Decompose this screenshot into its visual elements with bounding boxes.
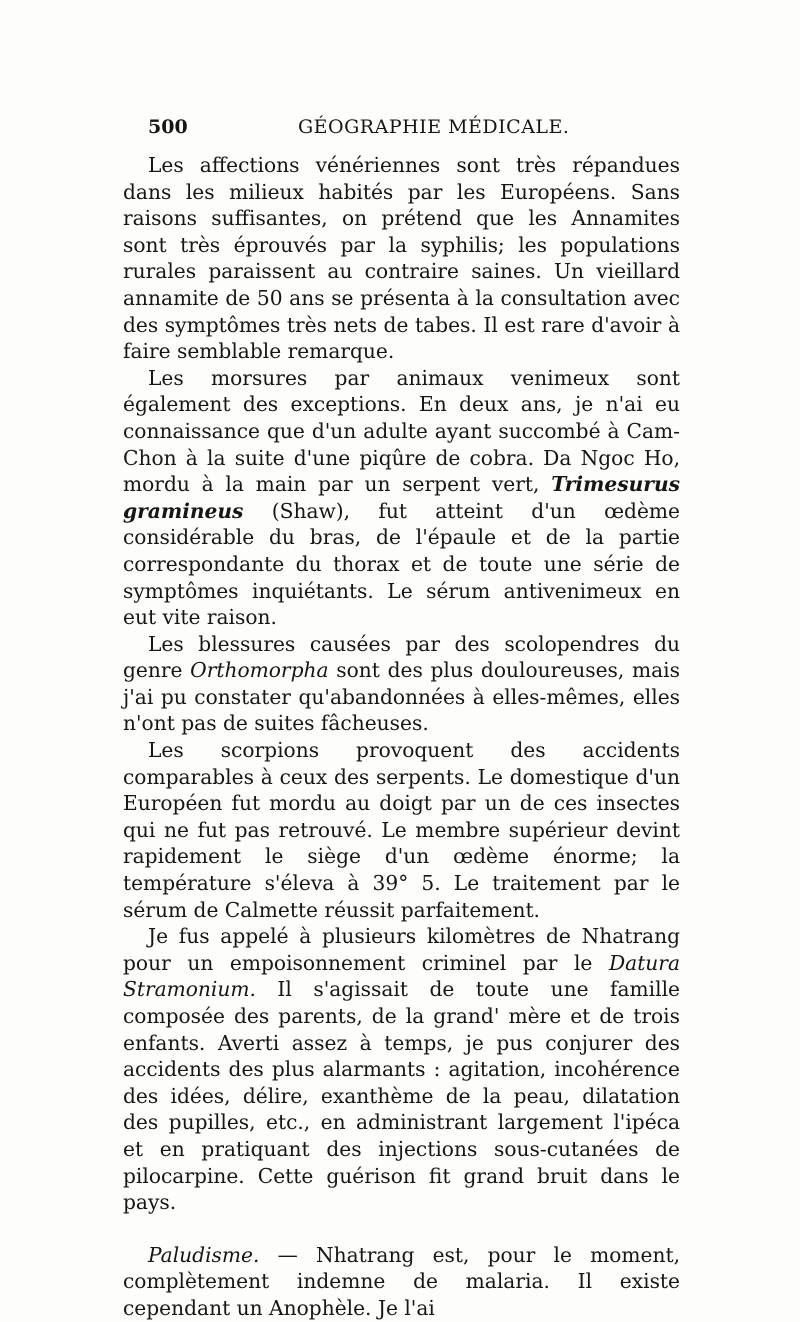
- paragraph: [123, 737, 680, 923]
- paragraph: [123, 923, 680, 1216]
- emphasis-text: Orthomorpha: [190, 658, 329, 683]
- paragraph: [123, 631, 680, 737]
- text-run: (Shaw), fut atteint d'un œdème considérable du bras, de l'épaule et de la partie correspondante du thorax et de toute une série de symptômes inquiétants. Le sérum antivenimeux en eut vite raison.: [123, 498, 680, 630]
- running-title: GÉOGRAPHIE MÉDICALE.: [298, 116, 570, 138]
- text-run: Les morsures par animaux venimeux sont également des exceptions. En deux ans, je n'ai eu connaissance que d'un adulte ayant succombé à Cam-Chon à la suite d'une piqûre de cobra. Da Ngoc Ho, mordu à la main par un serpent vert,: [123, 365, 680, 497]
- text-run: Il s'agissait de toute une famille composée des parents, de la grand' mère et de trois enfants. Averti assez à temps, je pus conjurer des accidents des plus alarmants : agitation, incohérence des idées, délire, exanthème de la peau, dilatation des pupilles, etc., en administrant largement l'ipéca et en pratiquant des injections sous-cutanées de pilocarpine. Cette guérison fit grand bruit dans le pays.: [123, 977, 680, 1215]
- paragraph: [123, 365, 680, 631]
- text-run: sont des plus douloureuses, mais j'ai pu constater qu'abandonnées à elles-mêmes, elles n'ont pas de suites fâcheuses.: [123, 658, 680, 736]
- emphasis-text: Datura Stramonium.: [123, 950, 680, 1002]
- body-text: [123, 152, 680, 1322]
- text-run: Les blessures causées par des scolopendres du genre: [123, 631, 680, 683]
- text-run: Je fus appelé à plusieurs kilomètres de Nhatrang pour un empoisonnement criminel par le: [123, 924, 680, 975]
- paragraph: [123, 152, 680, 365]
- page-header: [148, 116, 680, 146]
- text-run: Les affections vénériennes sont très répandues dans les milieux habités par les Européens. Sans raisons suffisantes, on prétend que les Annamites sont très éprouvés par la syphilis; les populations rurales paraissent au contraire saines. Un vieillard annamite de 50 ans se présenta à la consultation avec des symptômes très nets de tabes. Il est rare d'avoir à faire semblable remarque.: [123, 153, 680, 364]
- page-number: 500: [148, 116, 188, 138]
- text-run: Les scorpions provoquent des accidents comparables à ceux des serpents. Le domestique d'un Européen fut mordu au doigt par un de ces insectes qui ne fut pas retrouvé. Le membre supérieur devint rapidement le siège d'un œdème énorme; la température s'éleva à 39° 5. Le traitement par le sérum de Calmette réussit parfaitement.: [123, 738, 680, 922]
- emphasis-text: Paludisme.: [148, 1242, 260, 1267]
- paragraph: [123, 1242, 680, 1322]
- emphasis-text: Trimesurus gramineus: [123, 472, 680, 523]
- text-run: — Nhatrang est, pour le moment, complètement indemne de malaria. Il existe cependant un Anophèle. Je l'ai: [123, 1242, 680, 1320]
